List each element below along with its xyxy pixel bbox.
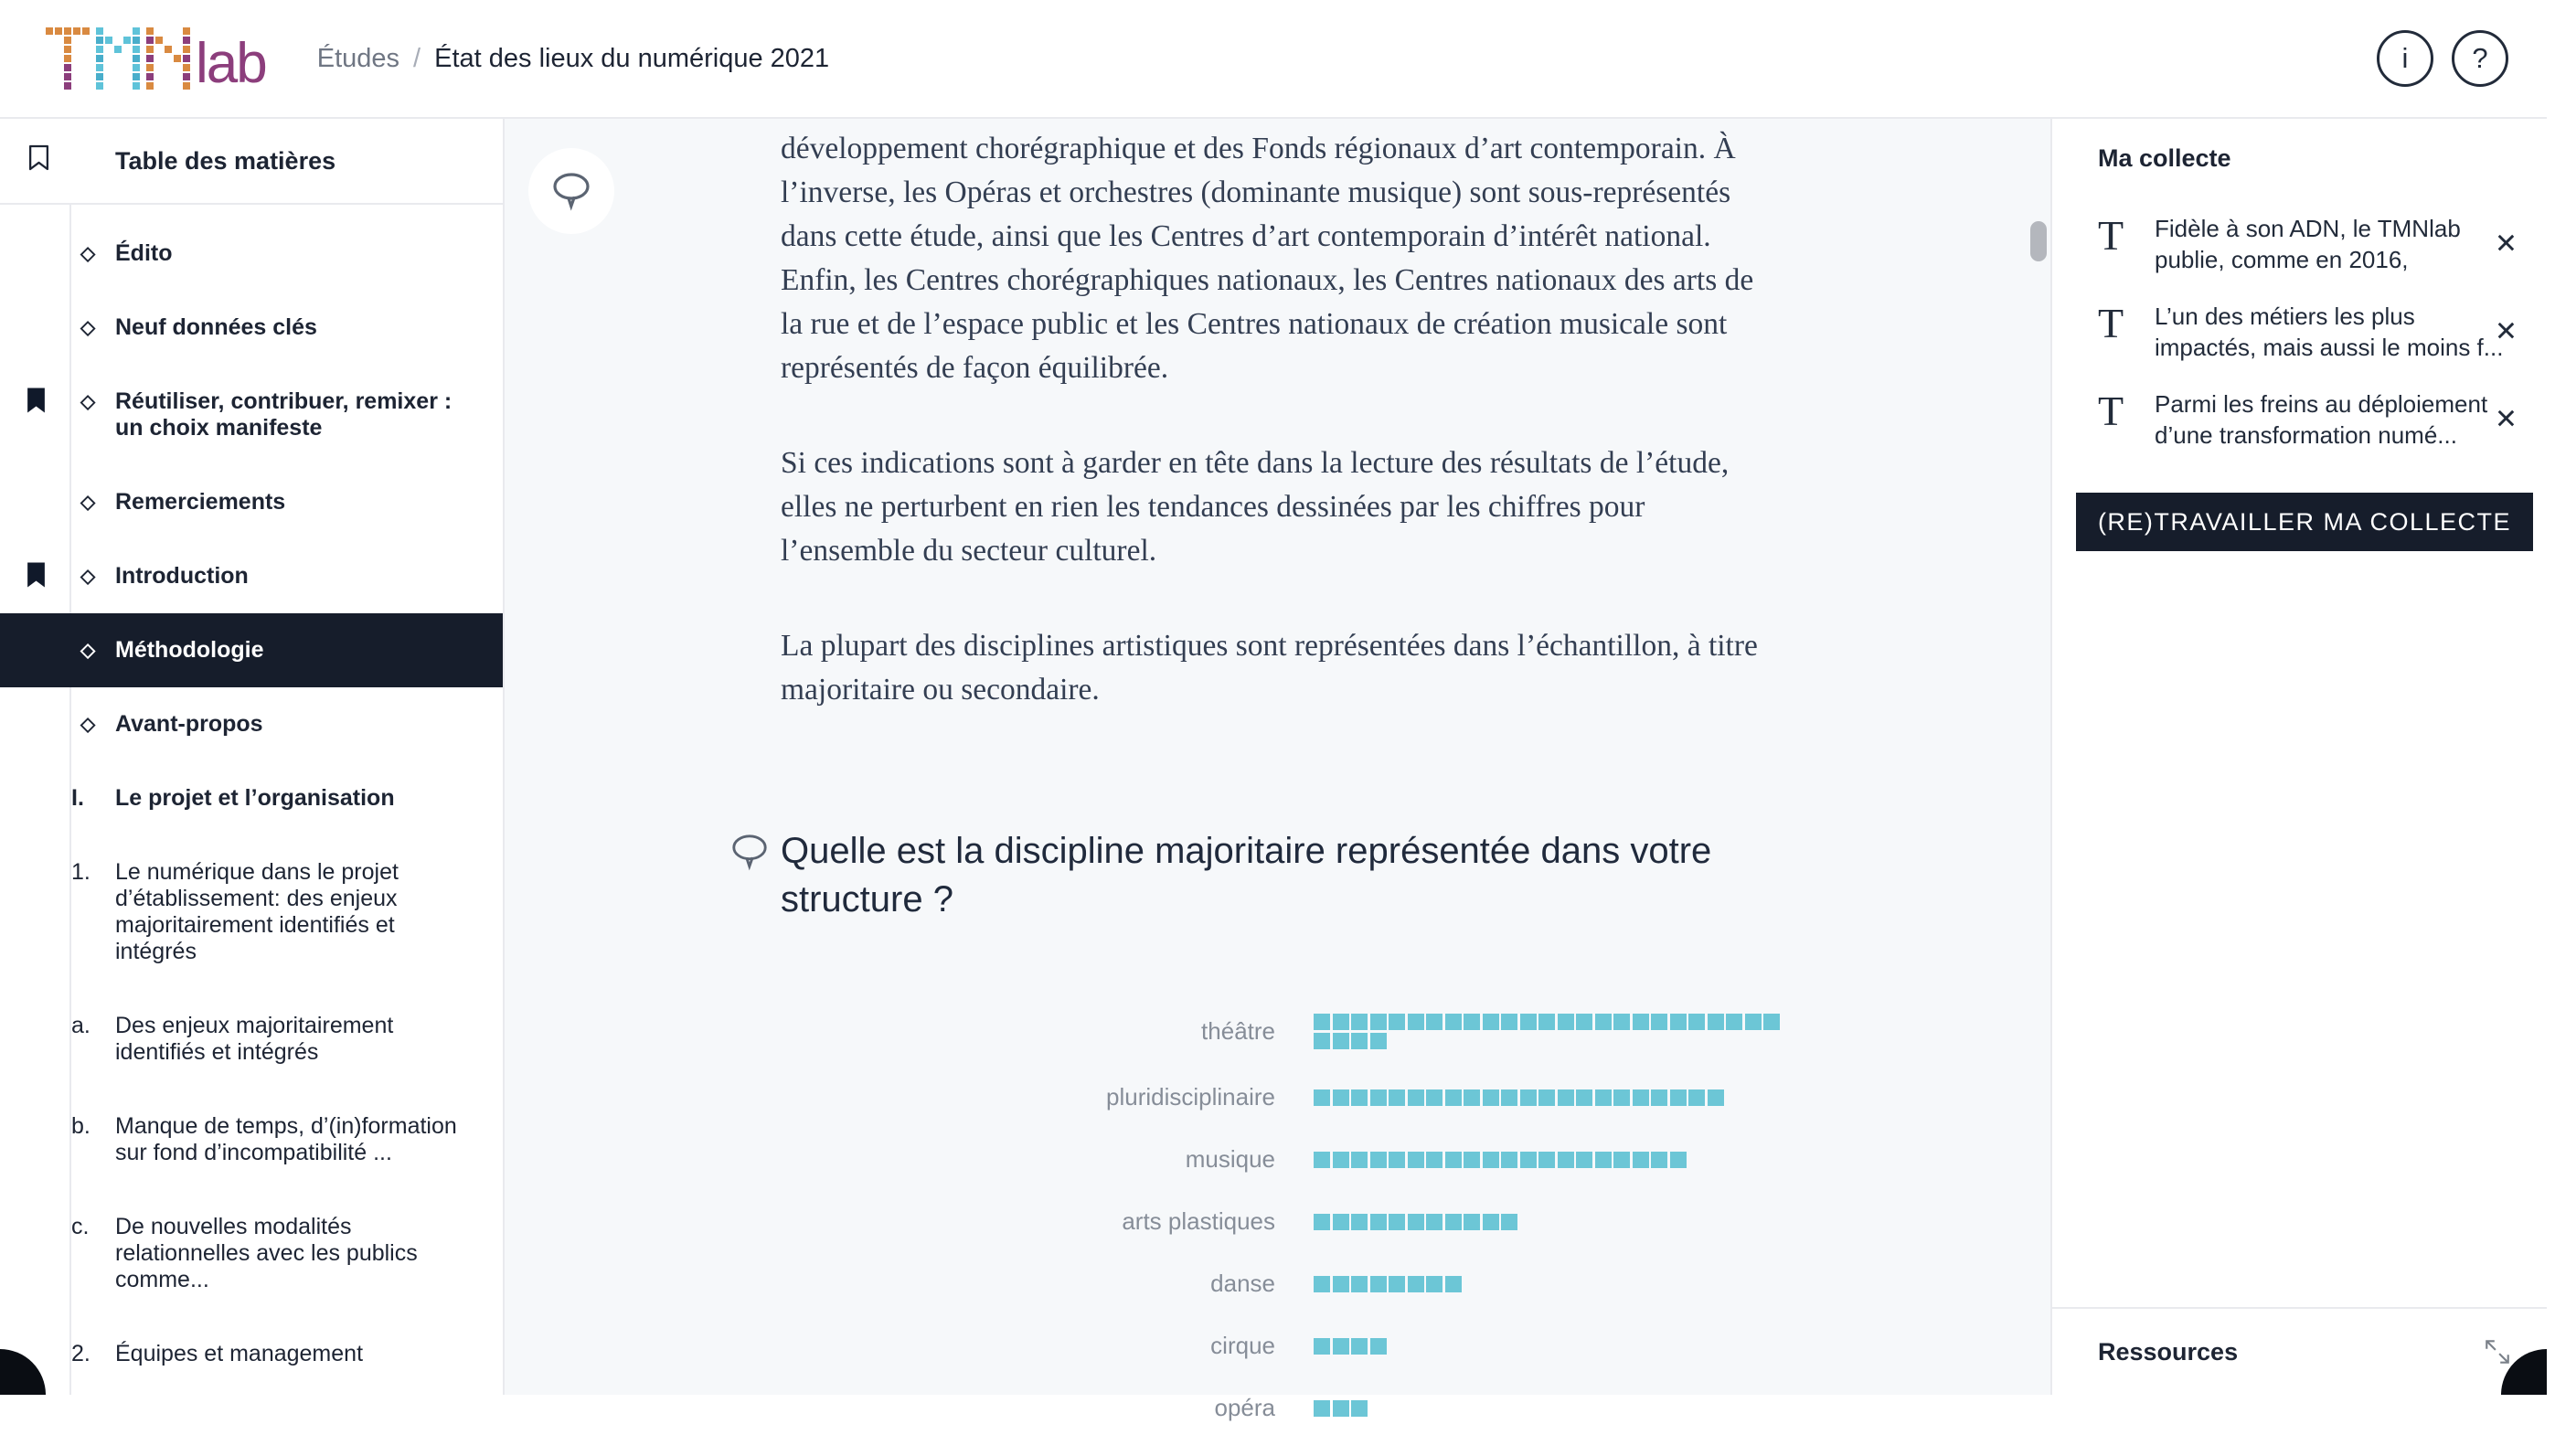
resources-section[interactable]	[2052, 1307, 2547, 1395]
pixel-letter-T	[46, 27, 90, 90]
chart-square	[1483, 1014, 1499, 1030]
bookmark-filled-icon	[25, 561, 48, 595]
collection-item-text: Fidèle à son ADN, le TMNlab publie, comme en 2016,	[2155, 215, 2461, 273]
chart-square	[1370, 1089, 1387, 1106]
chart-square	[1558, 1152, 1574, 1168]
document-page	[781, 119, 1814, 1456]
chart-square	[1351, 1152, 1368, 1168]
chart-square	[1633, 1152, 1649, 1168]
chart-square	[1370, 1338, 1387, 1355]
collection-item-text: L’un des métiers les plus impactés, mais aussi le moins f...	[2155, 303, 2504, 361]
text-snippet-icon: T	[2098, 212, 2124, 259]
chart-square	[1501, 1014, 1517, 1030]
chart-square	[1538, 1014, 1555, 1030]
diamond-bullet-icon: ◇	[80, 492, 96, 513]
breadcrumb-separator: /	[413, 43, 421, 73]
collection-item-1[interactable]	[2098, 301, 2519, 363]
chart-square	[1408, 1089, 1424, 1106]
chart-square	[1464, 1152, 1480, 1168]
collection-item-2[interactable]	[2098, 388, 2519, 451]
toc-item-5[interactable]	[0, 613, 503, 687]
annotation-bubble-button[interactable]	[528, 148, 614, 234]
toc-item-6[interactable]	[0, 687, 503, 761]
chart-square	[1576, 1089, 1592, 1106]
toc-item-label: Avant-propos	[115, 711, 263, 737]
chart-square	[1351, 1089, 1368, 1106]
chart-square	[1520, 1014, 1537, 1030]
pixel-letter-N	[146, 27, 190, 90]
chart-square	[1670, 1089, 1687, 1106]
chart-bar	[1314, 1214, 1785, 1230]
chart-square	[1595, 1152, 1612, 1168]
toc-item-label: Édito	[115, 240, 173, 266]
toc-item-9[interactable]	[0, 989, 503, 1089]
chart-square	[1389, 1089, 1405, 1106]
bookmark-filled-icon	[25, 387, 48, 420]
chart-square	[1501, 1152, 1517, 1168]
chart-square	[1408, 1014, 1424, 1030]
diamond-bullet-icon: ◇	[80, 391, 96, 412]
chart-square	[1351, 1400, 1368, 1417]
chart-square	[1370, 1033, 1387, 1049]
chart-category-label: cirque	[1210, 1332, 1275, 1359]
chart-square	[1351, 1033, 1368, 1049]
chart-square	[1426, 1214, 1443, 1230]
collection-item-text: Parmi les freins au déploiement d’une transformation numé...	[2155, 390, 2488, 449]
info-button[interactable]: i	[2377, 30, 2433, 87]
chart-square	[1370, 1214, 1387, 1230]
toc-item-label: Introduction	[115, 563, 249, 589]
chart-square	[1370, 1014, 1387, 1030]
chart-category-label: pluridisciplinaire	[1106, 1083, 1275, 1111]
toc-item-number: b.	[71, 1113, 90, 1139]
chart-square	[1501, 1089, 1517, 1106]
chart-square	[1613, 1014, 1630, 1030]
breadcrumb-section-link[interactable]: Études	[316, 43, 400, 73]
text-snippet-icon: T	[2098, 300, 2124, 346]
diamond-bullet-icon: ◇	[80, 317, 96, 338]
chart-square	[1763, 1014, 1780, 1030]
toc-item-1[interactable]	[0, 291, 503, 365]
logo-suffix: lab	[196, 32, 266, 96]
chart-row-musique	[781, 1145, 1814, 1174]
discipline-waffle-chart	[781, 1014, 1814, 1422]
chart-bar	[1314, 1400, 1785, 1417]
chart-square	[1351, 1338, 1368, 1355]
toc-item-7[interactable]	[0, 761, 503, 835]
chart-square	[1314, 1276, 1330, 1292]
diamond-bullet-icon: ◇	[80, 640, 96, 661]
toc-item-8[interactable]	[0, 835, 503, 989]
chart-category-label: opéra	[1214, 1394, 1275, 1421]
chart-square	[1408, 1214, 1424, 1230]
chart-square	[1351, 1276, 1368, 1292]
chart-row-danse	[781, 1270, 1814, 1298]
chart-square	[1688, 1089, 1705, 1106]
chart-square	[1483, 1089, 1499, 1106]
toc-item-number: 2.	[71, 1341, 90, 1366]
chart-square	[1595, 1089, 1612, 1106]
header-actions	[2377, 30, 2508, 87]
chart-square	[1314, 1014, 1330, 1030]
chart-square	[1314, 1338, 1330, 1355]
chart-square	[1633, 1014, 1649, 1030]
chart-square	[1426, 1089, 1443, 1106]
toc-item-label: Méthodologie	[115, 637, 264, 663]
toc-list	[0, 205, 503, 1391]
chart-square	[1670, 1014, 1687, 1030]
tmnlab-logo[interactable]	[46, 27, 266, 96]
vertical-scrollbar-thumb[interactable]	[2030, 221, 2047, 261]
chart-row-cirque	[781, 1332, 1814, 1360]
chart-row-pluridisciplinaire	[781, 1083, 1814, 1111]
chart-square	[1370, 1276, 1387, 1292]
chart-square	[1558, 1089, 1574, 1106]
toc-item-label: Le numérique dans le projet d’établissement: des enjeux majoritairement identifiés et intégrés	[115, 859, 399, 964]
chart-bar	[1314, 1152, 1785, 1168]
remove-collection-item-button[interactable]: ✕	[2494, 228, 2518, 260]
chart-square	[1314, 1152, 1330, 1168]
chart-square	[1333, 1400, 1349, 1417]
toc-item-label: Neuf données clés	[115, 314, 317, 340]
toc-item-label: Manque de temps, d’(in)formation sur fond d’incompatibilité ...	[115, 1113, 457, 1165]
help-button[interactable]: ?	[2452, 30, 2508, 87]
chart-square	[1633, 1089, 1649, 1106]
chart-square	[1333, 1338, 1349, 1355]
toc-item-4[interactable]	[0, 539, 503, 613]
question-title: Quelle est la discipline majoritaire représentée dans votre structure ?	[781, 831, 1712, 919]
chart-square	[1333, 1152, 1349, 1168]
chart-square	[1670, 1152, 1687, 1168]
collection-panel	[2050, 119, 2547, 1395]
chart-square	[1333, 1014, 1349, 1030]
paragraph: La plupart des disciplines artistiques sont représentées dans l’échantillon, à titre majoritaire ou secondaire.	[781, 629, 1758, 707]
chart-row-opéra	[781, 1394, 1814, 1422]
chart-bar	[1314, 1089, 1785, 1106]
toc-item-0[interactable]	[0, 217, 503, 291]
breadcrumb-document-title: État des lieux du numérique 2021	[434, 43, 830, 73]
chart-square	[1314, 1400, 1330, 1417]
chart-square	[1483, 1152, 1499, 1168]
rework-collection-button[interactable]: (RE)TRAVAILLER MA COLLECTE	[2076, 493, 2533, 551]
toc-item-label: Réutiliser, contribuer, remixer : un choix manifeste	[115, 388, 452, 441]
chart-square	[1445, 1089, 1462, 1106]
chart-square	[1688, 1014, 1705, 1030]
chart-square	[1708, 1089, 1724, 1106]
chart-square	[1745, 1014, 1762, 1030]
toc-item-3[interactable]	[0, 465, 503, 539]
chart-square	[1445, 1152, 1462, 1168]
toc-item-12[interactable]	[0, 1317, 503, 1391]
collection-list	[2098, 213, 2519, 451]
remove-collection-item-button[interactable]: ✕	[2494, 404, 2518, 435]
chart-square	[1408, 1152, 1424, 1168]
collection-title: Ma collecte	[2098, 144, 2231, 172]
chart-square	[1333, 1276, 1349, 1292]
resources-title: Ressources	[2098, 1337, 2239, 1366]
chart-square	[1464, 1214, 1480, 1230]
pixel-letter-M	[96, 27, 140, 90]
chart-square	[1370, 1152, 1387, 1168]
paragraph: Si ces indications sont à garder en tête dans la lecture des résultats de l’étude, elles ne perturbent en rien les tendances dessinées par les chiffres pour l’ensemble du secteur culturel.	[781, 446, 1730, 568]
chart-category-label: danse	[1210, 1270, 1275, 1297]
chart-category-label: théâtre	[1201, 1017, 1275, 1045]
chart-bar	[1314, 1276, 1785, 1292]
document-area	[505, 119, 2050, 1421]
chart-square	[1520, 1152, 1537, 1168]
chart-square	[1708, 1014, 1724, 1030]
chart-square	[1351, 1014, 1368, 1030]
chart-square	[1445, 1214, 1462, 1230]
toc-item-number: a.	[71, 1013, 90, 1038]
chart-square	[1538, 1089, 1555, 1106]
survey-question	[781, 827, 1814, 924]
chart-square	[1445, 1276, 1462, 1292]
tmnlab-pixel-letters	[46, 27, 190, 90]
chart-square	[1726, 1014, 1742, 1030]
chart-square	[1501, 1214, 1517, 1230]
top-bar	[0, 0, 2547, 119]
diamond-bullet-icon: ◇	[80, 243, 96, 264]
chart-square	[1595, 1014, 1612, 1030]
chart-square	[1651, 1014, 1667, 1030]
chart-square	[1613, 1152, 1630, 1168]
chart-square	[1351, 1214, 1368, 1230]
toc-title: Table des matières	[115, 146, 336, 175]
toc-item-number: I.	[71, 785, 84, 811]
chart-square	[1314, 1214, 1330, 1230]
breadcrumb	[317, 44, 829, 74]
toc-item-label: Des enjeux majoritairement identifiés et intégrés	[115, 1013, 394, 1065]
chart-square	[1558, 1014, 1574, 1030]
chart-square	[1389, 1214, 1405, 1230]
toc-item-number: c.	[71, 1214, 90, 1239]
speech-bubble-icon	[548, 170, 594, 212]
chart-square	[1333, 1033, 1349, 1049]
remove-collection-item-button[interactable]: ✕	[2494, 316, 2518, 347]
chart-category-label: arts plastiques	[1122, 1207, 1275, 1235]
toc-item-10[interactable]	[0, 1089, 503, 1190]
chart-square	[1333, 1089, 1349, 1106]
chart-square	[1445, 1014, 1462, 1030]
chart-square	[1314, 1089, 1330, 1106]
chart-square	[1426, 1152, 1443, 1168]
chart-square	[1314, 1033, 1330, 1049]
chart-row-théâtre	[781, 1014, 1814, 1049]
chart-square	[1651, 1089, 1667, 1106]
chart-bar	[1314, 1014, 1785, 1049]
toc-item-number: 1.	[71, 859, 90, 885]
chart-square	[1520, 1089, 1537, 1106]
collection-item-0[interactable]	[2098, 213, 2519, 275]
chart-square	[1651, 1152, 1667, 1168]
toc-item-2[interactable]	[0, 365, 503, 465]
speech-bubble-icon	[728, 832, 772, 877]
chart-square	[1464, 1014, 1480, 1030]
toc-item-11[interactable]	[0, 1190, 503, 1317]
chart-category-label: musique	[1185, 1145, 1275, 1173]
chart-square	[1426, 1276, 1443, 1292]
paragraph: développement chorégraphique et des Fonds régionaux d’art contemporain. À l’inverse, les Opéras et orchestres (dominante musique) sont sous-représentés dans cette étude, ainsi que les Centres d’art contemporain d’intérêt national. Enfin, les Centres chorégraphiques nationaux, les Centres nationaux des arts de la rue et de l’espace public et les Centres nationaux de création musicale sont représentés de façon équilibrée.	[781, 132, 1754, 385]
chart-square	[1576, 1152, 1592, 1168]
toc-item-label: Le projet et l’organisation	[115, 785, 395, 811]
chart-square	[1464, 1089, 1480, 1106]
toc-sidebar	[0, 119, 505, 1395]
diamond-bullet-icon: ◇	[80, 566, 96, 587]
bookmark-outline-icon[interactable]	[27, 144, 50, 178]
diamond-bullet-icon: ◇	[80, 714, 96, 735]
chart-square	[1576, 1014, 1592, 1030]
chart-square	[1408, 1276, 1424, 1292]
chart-square	[1426, 1014, 1443, 1030]
chart-square	[1538, 1152, 1555, 1168]
toc-item-label: Remerciements	[115, 489, 286, 515]
chart-square	[1389, 1152, 1405, 1168]
toc-item-label: De nouvelles modalités relationnelles avec les publics comme...	[115, 1214, 418, 1292]
chart-square	[1483, 1214, 1499, 1230]
toc-header	[0, 119, 503, 205]
chart-bar	[1314, 1338, 1785, 1355]
chart-square	[1613, 1089, 1630, 1106]
chart-square	[1333, 1214, 1349, 1230]
chart-row-arts-plastiques	[781, 1207, 1814, 1236]
toc-item-label: Équipes et management	[115, 1341, 364, 1366]
expand-icon	[2483, 1337, 2512, 1366]
chart-square	[1389, 1014, 1405, 1030]
chart-square	[1389, 1276, 1405, 1292]
text-snippet-icon: T	[2098, 388, 2124, 434]
